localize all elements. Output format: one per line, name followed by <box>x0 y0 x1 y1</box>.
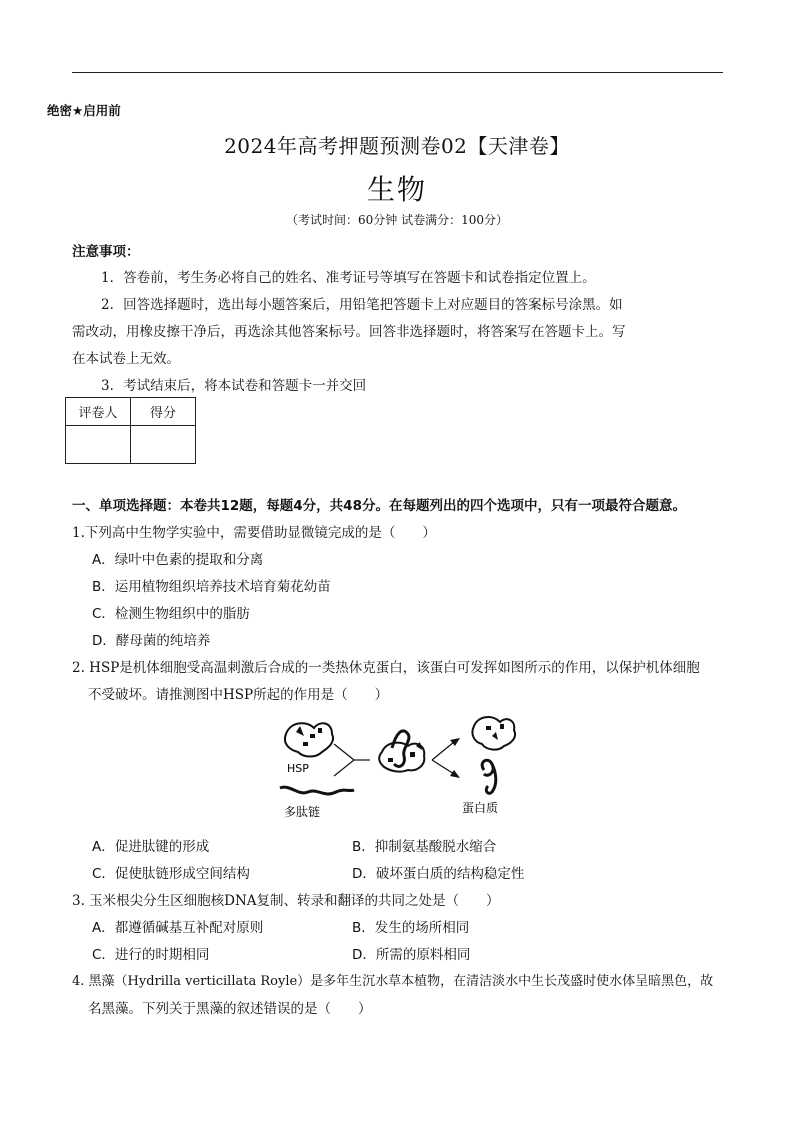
label-polypeptide: 多肽链 <box>284 805 321 819</box>
section-1-heading: 一、单项选择题：本卷共12题，每题4分，共48分。在每题列出的四个选项中，只有一项最符合题意。 <box>72 498 686 514</box>
secret-label: 绝密★启用前 <box>47 103 121 118</box>
exam-info: （考试时间：60分钟 试卷满分：100分） <box>286 213 508 227</box>
q3-option-a: A．都遵循碱基互补配对原则 <box>92 920 264 936</box>
notice-item-2-line-1: 2．回答选择题时，选出每小题答案后，用铅笔把答题卡上对应题目的答案标号涂黑。如 <box>101 297 623 313</box>
subject-title: 生物 <box>366 173 427 206</box>
q1-option-b: B．运用植物组织培养技术培育菊花幼苗 <box>92 579 331 595</box>
q4-stem-line-2: 名黑藻。下列关于黑藻的叙述错误的是（ ） <box>88 1001 372 1017</box>
hsp-diagram <box>270 712 530 828</box>
q3-stem: 3. 玉米根尖分生区细胞核DNA复制、转录和翻译的共同之处是（ ） <box>72 893 500 909</box>
q4-stem-line-1: 4. 黑藻（Hydrilla verticillata Royle）是多年生沉水草本植物，在清洁淡水中生长茂盛时使水体呈暗黑色，故 <box>72 974 714 989</box>
header-rule <box>72 72 723 73</box>
score-table-header-score: 得分 <box>131 398 196 426</box>
folded-protein-shape <box>482 760 496 793</box>
notice-item-2-line-2: 需改动，用橡皮擦干净后，再选涂其他答案标号。回答非选择题时，将答案写在答题卡上。写 <box>72 324 626 340</box>
q3-option-b: B．发生的场所相同 <box>352 920 470 936</box>
q2-stem-line-1: 2. HSP是机体细胞受高温刺激后合成的一类热休克蛋白，该蛋白可发挥如图所示的作用，以保护机体细胞 <box>72 660 700 676</box>
label-protein: 蛋白质 <box>462 801 499 815</box>
label-hsp: HSP <box>287 762 309 775</box>
q1-option-d: D．酵母菌的纯培养 <box>92 633 211 649</box>
q2-option-b: B．抑制氨基酸脱水缩合 <box>352 839 497 855</box>
score-table <box>65 397 196 464</box>
released-hsp-shape <box>472 717 515 750</box>
notice-item-1: 1．答卷前，考生务必将自己的姓名、准考证号等填写在答题卡和试卷指定位置上。 <box>101 270 596 286</box>
q3-option-c: C．进行的时期相同 <box>92 947 210 963</box>
hsp-polypeptide-complex-shape <box>379 731 424 772</box>
score-table-header-grader: 评卷人 <box>66 398 131 426</box>
q1-option-c: C．检测生物组织中的脂肪 <box>92 606 250 622</box>
q1-option-a: A．绿叶中色素的提取和分离 <box>92 552 264 568</box>
q1-stem: 1.下列高中生物学实验中，需要借助显微镜完成的是（ ） <box>72 525 436 541</box>
grader-cell[interactable] <box>66 426 131 464</box>
score-cell[interactable] <box>131 426 196 464</box>
q2-option-d: D．破坏蛋白质的结构稳定性 <box>352 866 525 882</box>
q2-option-c: C．促使肽链形成空间结构 <box>92 866 250 882</box>
exam-title: 2024年高考押题预测卷02【天津卷】 <box>224 134 570 158</box>
hsp-shape <box>285 723 333 756</box>
notice-item-3: 3．考试结束后，将本试卷和答题卡一并交回 <box>101 378 367 394</box>
notice-item-2-line-3: 在本试卷上无效。 <box>72 351 180 367</box>
q2-stem-line-2: 不受破坏。请推测图中HSP所起的作用是（ ） <box>88 687 389 703</box>
q2-option-a: A．促进肽键的形成 <box>92 839 210 855</box>
q3-option-d: D．所需的原料相同 <box>352 947 471 963</box>
notice-heading: 注意事项： <box>72 244 140 260</box>
polypeptide-chain-shape <box>280 787 354 794</box>
